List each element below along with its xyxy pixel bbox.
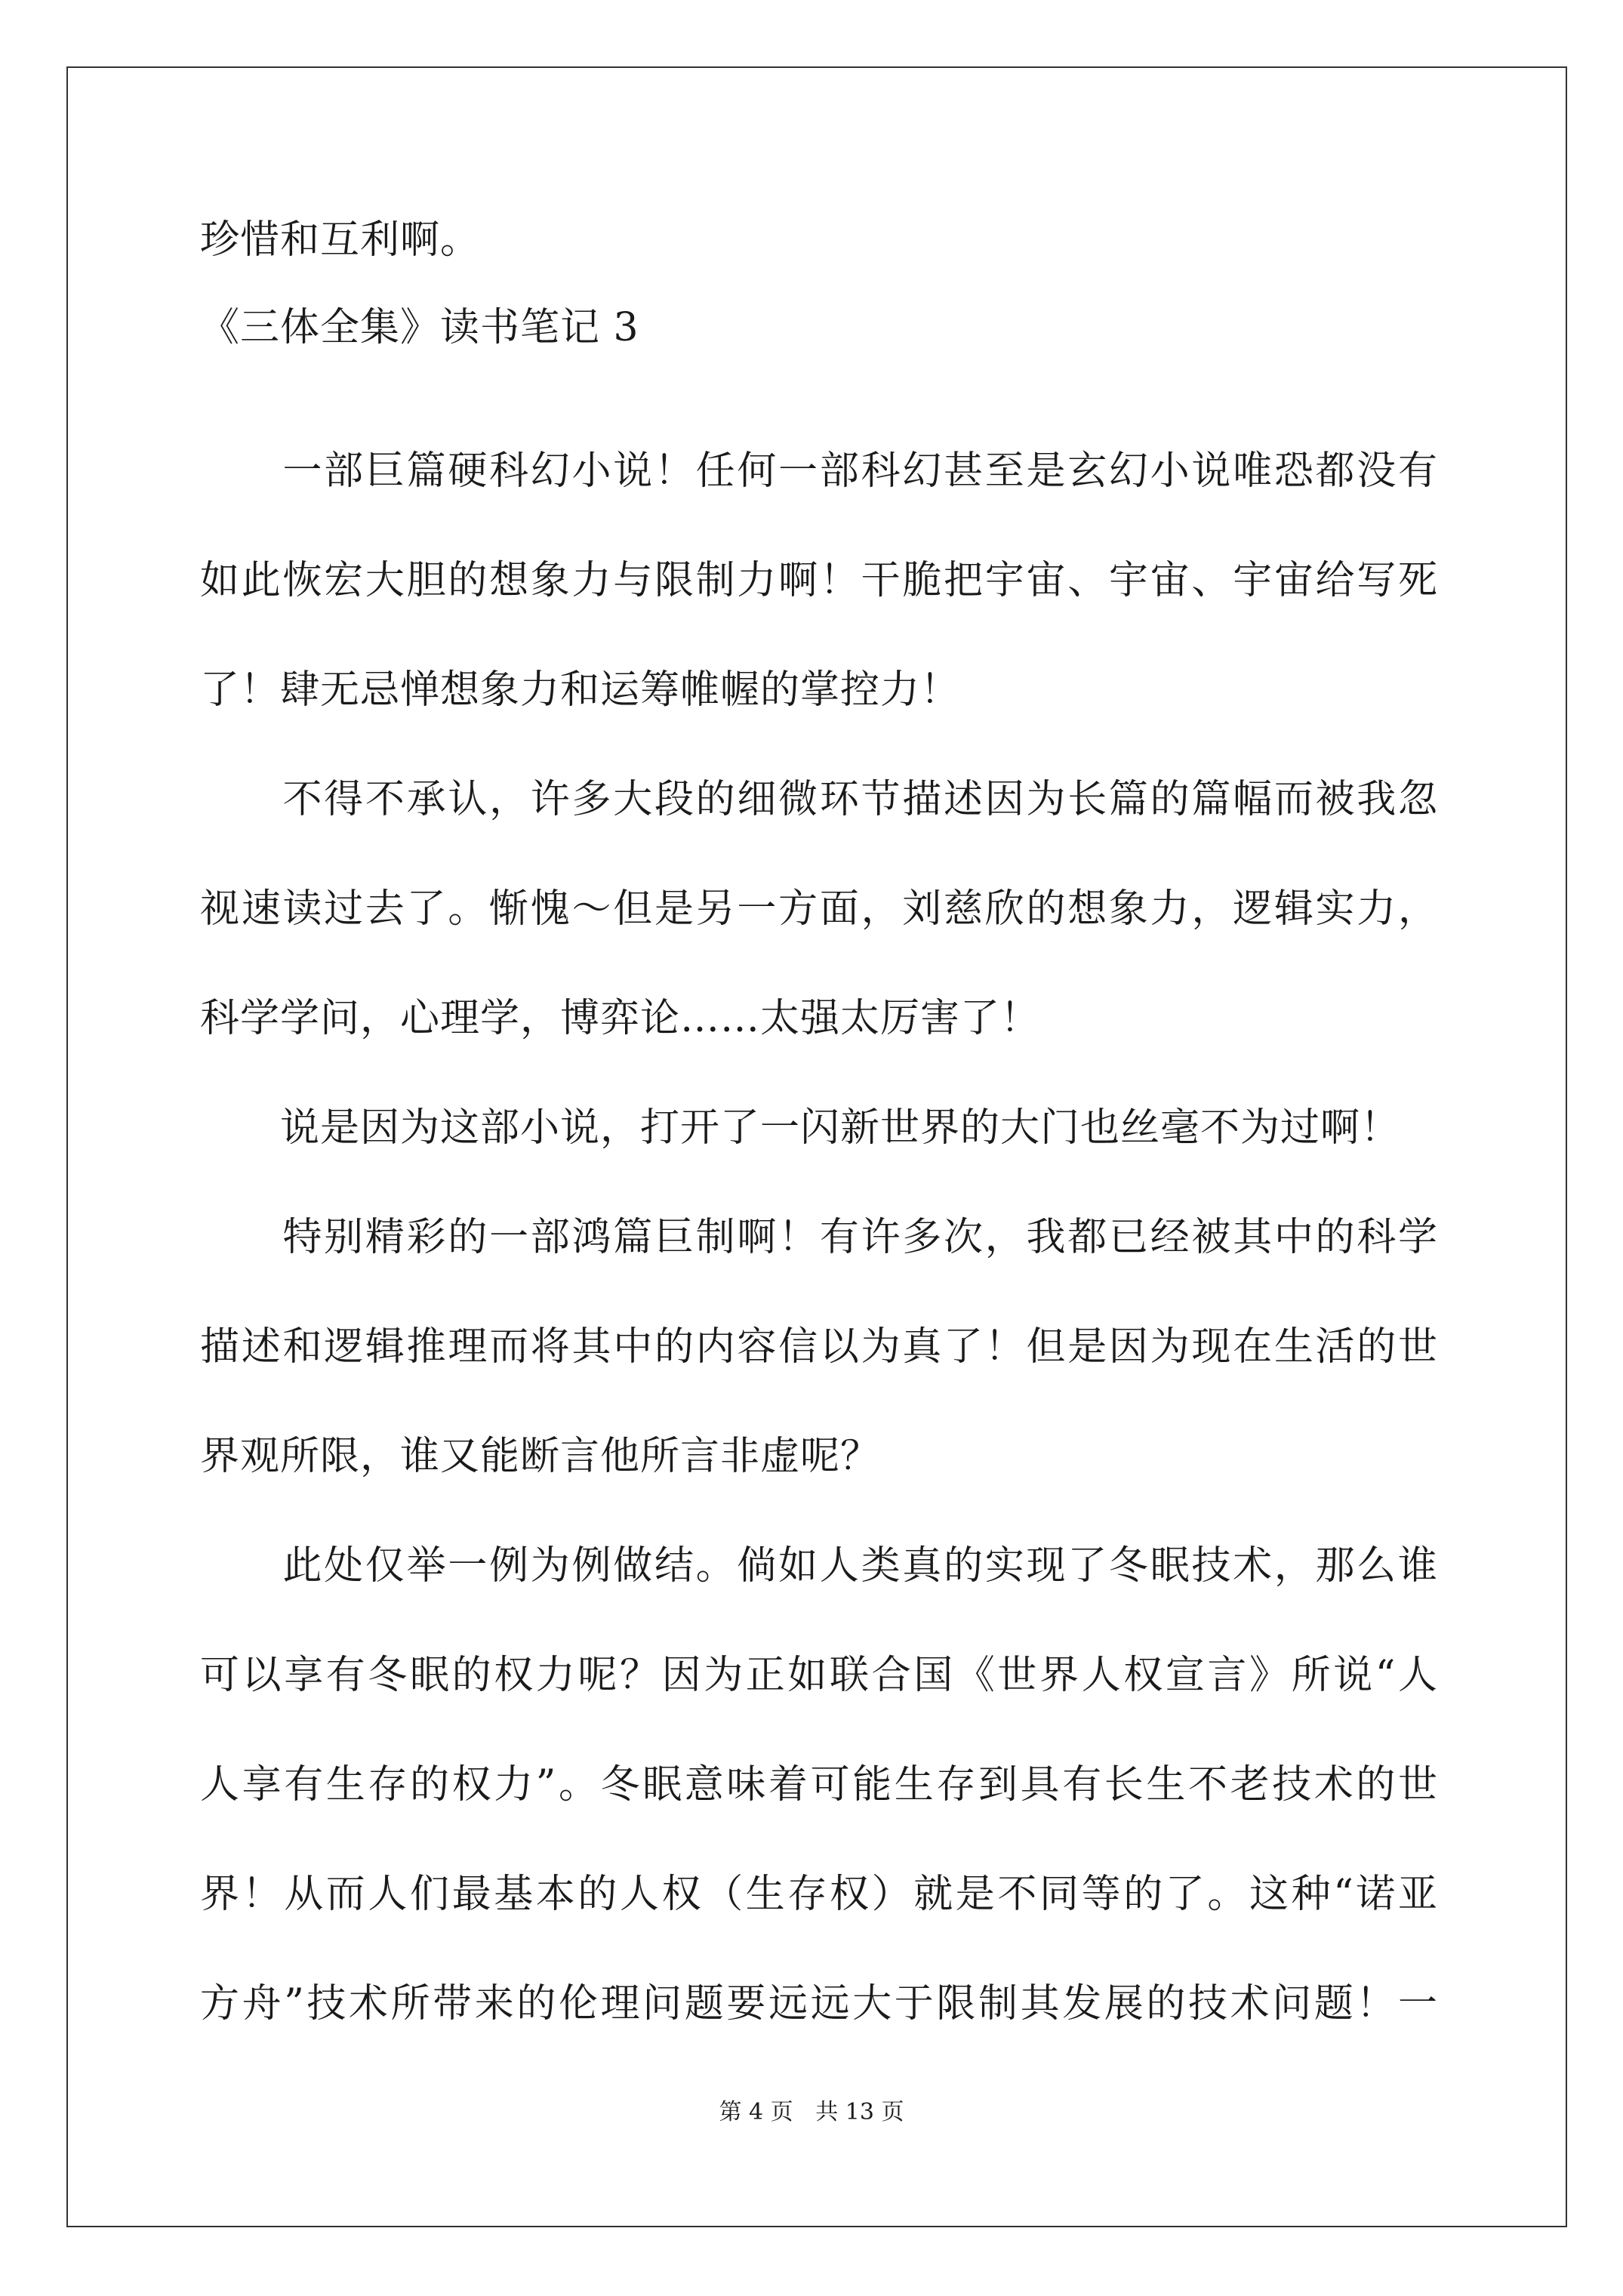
page-number: 第 4 页	[719, 2099, 793, 2125]
text-line: 人享有生存的权力”。冬眠意味着可能生存到具有长生不老技术的世	[200, 1762, 1438, 1808]
text-line: 科学学问，心理学，博弈论……太强太厉害了！	[200, 996, 1041, 1041]
text-line: 了！肆无忌惮想象力和运筹帷幄的掌控力！	[200, 667, 961, 713]
text-line: 一部巨篇硬科幻小说！任何一部科幻甚至是玄幻小说唯恐都没有	[200, 448, 1438, 494]
text-line: 不得不承认，许多大段的细微环节描述因为长篇的篇幅而被我忽	[200, 777, 1438, 822]
text-line: 珍惜和互利啊。	[200, 217, 481, 263]
text-line: 可以享有冬眠的权力呢？因为正如联合国《世界人权宣言》所说“人	[200, 1653, 1438, 1698]
page-footer	[0, 2099, 1623, 2126]
text-line: 视速读过去了。惭愧～但是另一方面，刘慈欣的想象力，逻辑实力，	[200, 886, 1438, 932]
text-line: 界！从而人们最基本的人权（生存权）就是不同等的了。这种“诺亚	[200, 1872, 1438, 1917]
text-line: 描述和逻辑推理而将其中的内容信以为真了！但是因为现在生活的世	[200, 1324, 1438, 1370]
text-line: 说是因为这部小说，打开了一闪新世界的大门也丝毫不为过啊！	[200, 1105, 1401, 1151]
text-line: 特别精彩的一部鸿篇巨制啊！有许多次，我都已经被其中的科学	[200, 1215, 1438, 1260]
text-line: 界观所限，谁又能断言他所言非虚呢？	[200, 1434, 881, 1479]
text-line: 此处仅举一例为例做结。倘如人类真的实现了冬眠技术，那么谁	[200, 1543, 1438, 1589]
page-total: 共 13 页	[815, 2099, 904, 2125]
section-heading: 《三体全集》读书笔记 3	[200, 305, 639, 350]
text-line: 如此恢宏大胆的想象力与限制力啊！干脆把宇宙、宇宙、宇宙给写死	[200, 558, 1438, 603]
text-line: 方舟”技术所带来的伦理问题要远远大于限制其发展的技术问题！一	[200, 1981, 1438, 2026]
